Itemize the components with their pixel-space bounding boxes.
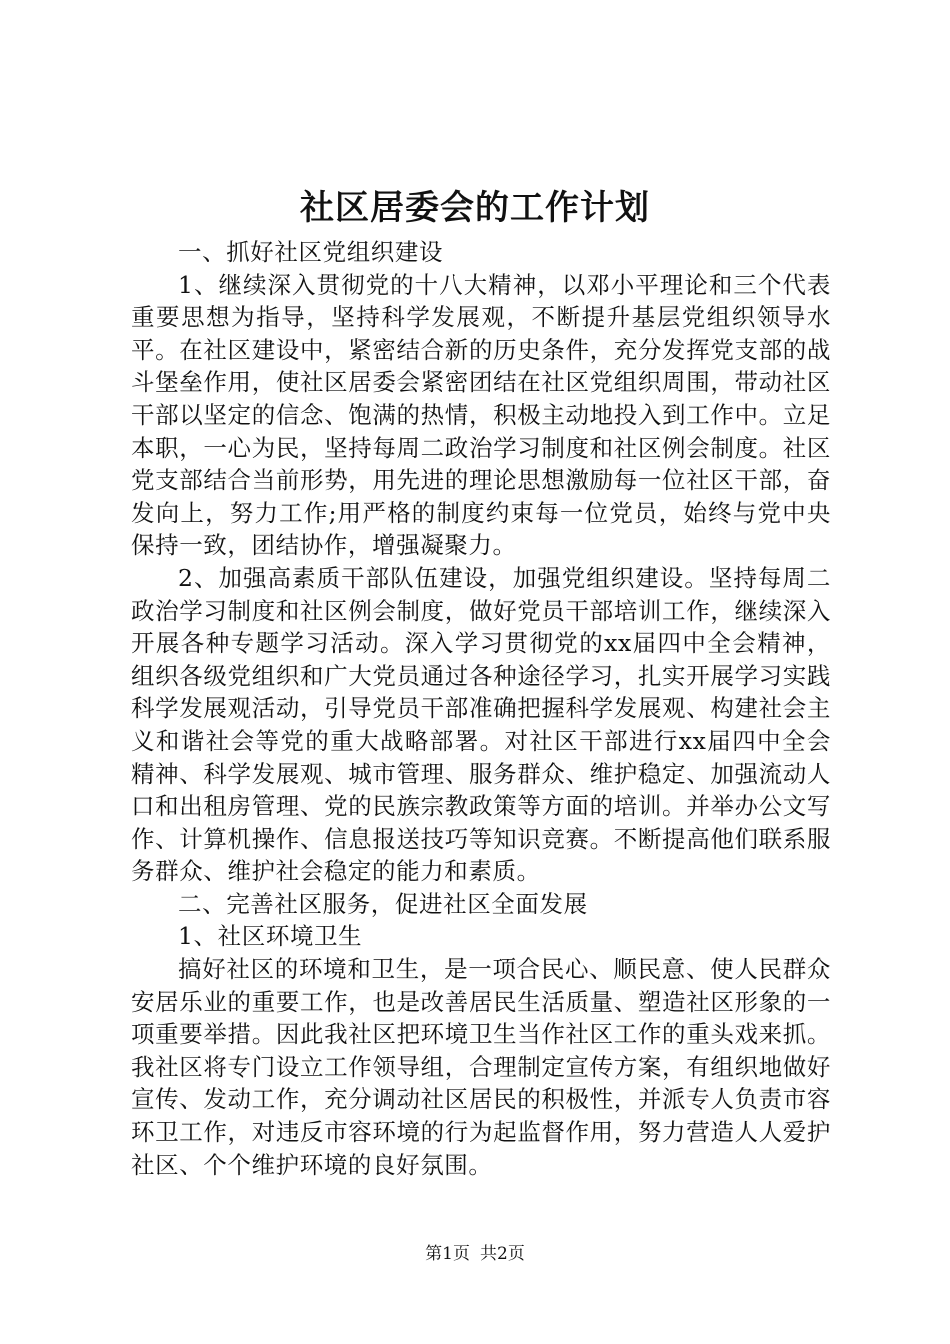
section-heading-party-building: 一、抓好社区党组织建设: [178, 238, 444, 266]
document-title: 社区居委会的工作计划: [300, 188, 650, 228]
section-heading-community-service: 二、完善社区服务，促进社区全面发展: [178, 889, 588, 918]
paragraph-party-item-2: 2、加强高素质干部队伍建设，加强党组织建设。坚持每周二政治学习制度和社区例会制度，做好党员干部培训工作，继续深入开展各种专题学习活动。深入学习贯彻党的xx届四中全会精神，组织各级党组织和广大党员通过各种途径学习，扎实开展学习实践科学发展观活动，引导党员干部准确把握科学发展观、构建社会主义和谐社会等党的重大战略部署。对社区干部进行xx届四中全会精神、科学发展观、城市管理、服务群众、维护稳定、加强流动人口和出租房管理、党的民族宗教政策等方面的培训。并举办公文写作、计算机操作、信息报送技巧等知识竞赛。不断提高他们联系服务群众、维护社会稳定的能力和素质。: [131, 563, 831, 886]
paragraph-party-item-1: 1、继续深入贯彻党的十八大精神，以邓小平理论和三个代表重要思想为指导，坚持科学发展观，不断提升基层党组织领导水平。在社区建设中，紧密结合新的历史条件，充分发挥党支部的战斗堡垒作用，使社区居委会紧密团结在社区党组织周围，带动社区干部以坚定的信念、饱满的热情，积极主动地投入到工作中。立足本职，一心为民，坚持每周二政治学习制度和社区例会制度。社区党支部结合当前形势，用先进的理论思想激励每一位社区干部，奋发向上，努力工作;用严格的制度约束每一位党员，始终与党中央保持一致，团结协作，增强凝聚力。: [131, 270, 831, 560]
paragraph-environment: 搞好社区的环境和卫生，是一项合民心、顺民意、使人民群众安居乐业的重要工作，也是改善居民生活质量、塑造社区形象的一项重要举措。因此我社区把环境卫生当作社区工作的重头戏来抓。我社区将专门设立工作领导组，合理制定宣传方案，有组织地做好宣传、发动工作，充分调动社区居民的积极性，并派专人负责市容环卫工作，对违反市容环境的行为起监督作用，努力营造人人爱护社区、个个维护环境的良好氛围。: [131, 955, 831, 1179]
document-body: [131, 236, 831, 1181]
page-footer: [0, 1242, 950, 1266]
page-number-current: 第1页: [425, 1244, 470, 1264]
subsection-heading-environment: 1、社区环境卫生: [178, 922, 363, 951]
page-number-total: 共2页: [480, 1244, 525, 1264]
